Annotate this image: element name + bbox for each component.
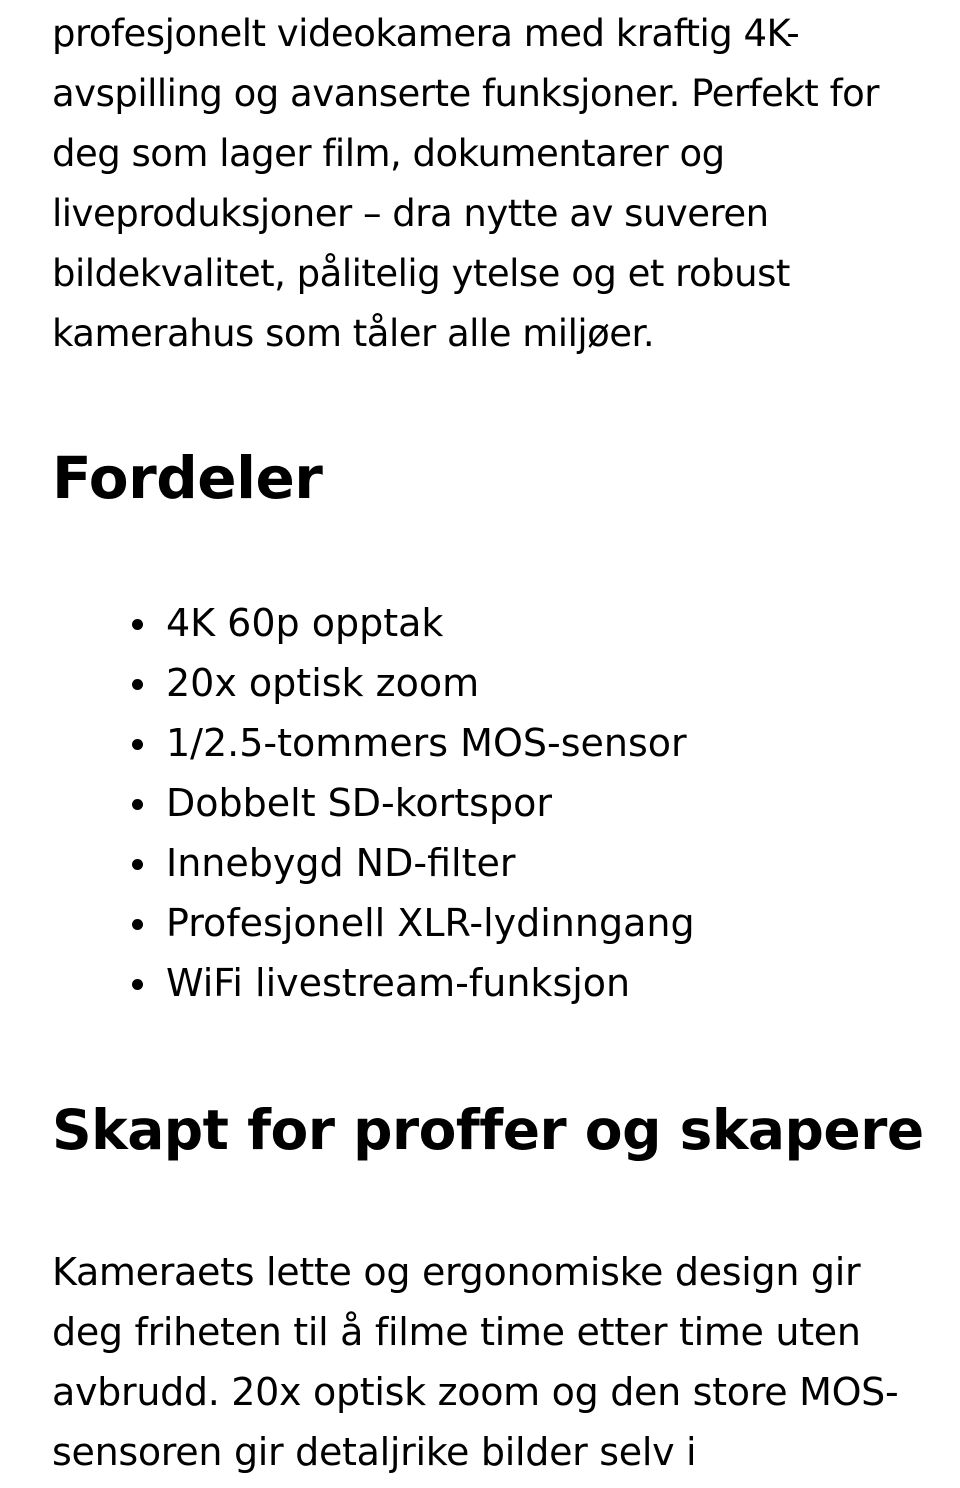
bullet-icon — [132, 919, 143, 930]
benefit-label: Profesjonell XLR-lydinngang — [166, 901, 695, 945]
benefit-label: 1/2.5-tommers MOS-sensor — [166, 721, 687, 765]
bullet-icon — [132, 859, 143, 870]
list-item — [132, 773, 695, 833]
bullet-icon — [132, 979, 143, 990]
bullet-icon — [132, 739, 143, 750]
bullet-icon — [132, 679, 143, 690]
list-item — [132, 653, 695, 713]
list-item — [132, 953, 695, 1013]
section-paragraph: Kameraets lette og ergonomiske design gir deg friheten til å filme time etter time uten avbrudd. 20x optisk zoom og den store MOS-sensoren gir detaljrike bilder selv i — [52, 1250, 899, 1474]
bullet-icon — [132, 619, 143, 630]
benefits-list — [132, 593, 695, 1013]
benefit-label: Innebygd ND-filter — [166, 841, 516, 885]
benefit-label: 20x optisk zoom — [166, 661, 480, 705]
bullet-icon — [132, 799, 143, 810]
benefit-label: 4K 60p opptak — [166, 601, 444, 645]
intro-paragraph: profesjonelt videokamera med kraftig 4K-avspilling og avanserte funksjoner. Perfekt for deg som lager film, dokumentarer og liveproduksjoner – dra nytte av suveren bildekvalitet, pålitelig ytelse og et robust kamerahus som tåler alle miljøer. — [52, 12, 879, 355]
benefits-heading: Fordeler — [52, 444, 323, 512]
list-item — [132, 713, 695, 773]
section-heading: Skapt for proffer og skapere — [52, 1098, 924, 1162]
benefit-label: Dobbelt SD-kortspor — [166, 781, 552, 825]
list-item — [132, 833, 695, 893]
list-item — [132, 893, 695, 953]
benefit-label: WiFi livestream-funksjon — [166, 961, 631, 1005]
list-item — [132, 593, 695, 653]
